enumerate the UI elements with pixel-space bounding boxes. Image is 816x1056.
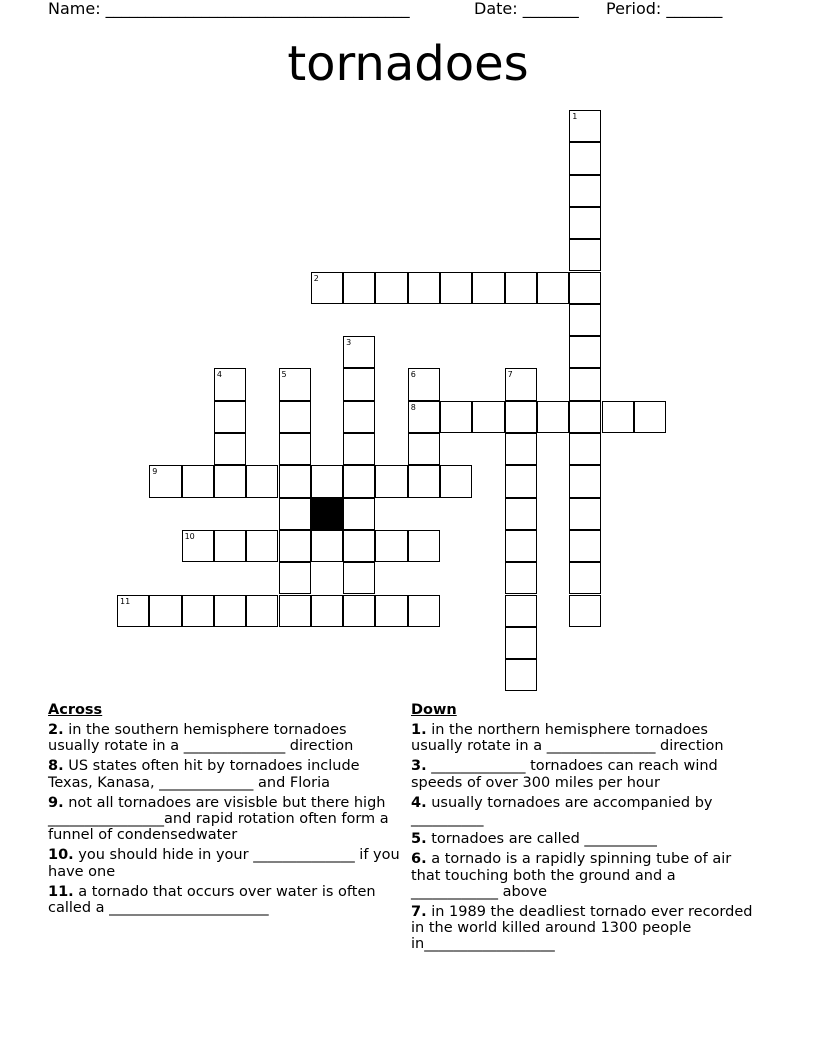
crossword-cell[interactable] (214, 595, 246, 627)
crossword-cell[interactable] (569, 336, 601, 368)
crossword-cell[interactable] (634, 401, 666, 433)
clue-down-5 (411, 831, 763, 847)
name-field[interactable]: Name: ______________________________________ (48, 0, 410, 18)
cell-number: 3 (346, 338, 352, 348)
crossword-cell[interactable] (279, 465, 311, 497)
crossword-cell[interactable] (343, 336, 375, 368)
clue-down-6 (411, 851, 763, 900)
across-clues (48, 702, 400, 920)
crossword-cell[interactable] (569, 175, 601, 207)
crossword-cell[interactable] (279, 595, 311, 627)
clue-text: _____________ tornadoes can reach wind speeds of over 300 miles per hour (411, 758, 718, 791)
cell-number: 4 (216, 370, 222, 380)
crossword-cell[interactable] (279, 401, 311, 433)
crossword-cell[interactable] (505, 530, 537, 562)
crossword-cell[interactable] (214, 465, 246, 497)
crossword-cell[interactable] (537, 272, 569, 304)
down-clues (411, 702, 763, 957)
clue-text: in 1989 the deadliest tornado ever recorded in the world killed around 1300 people in__________________ (411, 904, 753, 953)
cell-number: 10 (184, 531, 195, 541)
crossword-cell[interactable] (343, 498, 375, 530)
clue-text: in the northern hemisphere tornadoes usually rotate in a _______________ direction (411, 722, 724, 755)
clue-down-4 (411, 795, 763, 827)
clue-number: 11. (48, 883, 74, 900)
crossword-cell[interactable] (602, 401, 634, 433)
crossword-cell[interactable] (408, 368, 440, 400)
clue-text: a tornado that occurs over water is often called a ______________________ (48, 883, 376, 917)
black-square (311, 498, 343, 530)
clue-text: a tornado is a rapidly spinning tube of air that touching both the ground and a ____________ above (411, 851, 732, 900)
crossword-cell[interactable] (505, 465, 537, 497)
date-field[interactable]: Date: _______ (474, 0, 579, 18)
clue-text: usually tornadoes are accompanied by __________ (411, 794, 713, 828)
cell-number: 7 (507, 370, 513, 380)
cell-number: 9 (152, 467, 158, 477)
clue-across-10 (48, 847, 400, 879)
crossword-cell[interactable] (279, 530, 311, 562)
clue-number: 5. (411, 831, 427, 848)
across-heading: Across (48, 702, 103, 718)
cell-number: 6 (410, 370, 416, 380)
crossword-cell[interactable] (149, 595, 181, 627)
crossword-cell[interactable] (343, 368, 375, 400)
clue-across-2 (48, 722, 400, 754)
cell-number: 8 (410, 402, 416, 412)
crossword-cell[interactable] (440, 401, 472, 433)
crossword-cell[interactable] (214, 530, 246, 562)
clue-text: tornadoes are called __________ (431, 831, 657, 848)
clue-number: 10. (48, 847, 74, 864)
crossword-cell[interactable] (214, 368, 246, 400)
period-field[interactable]: Period: _______ (606, 0, 723, 18)
crossword-cell[interactable] (311, 465, 343, 497)
crossword-cell[interactable] (569, 207, 601, 239)
crossword-cell[interactable] (569, 142, 601, 174)
crossword-cell[interactable] (343, 433, 375, 465)
crossword-cell[interactable] (440, 465, 472, 497)
crossword-cell[interactable] (214, 401, 246, 433)
crossword-cell[interactable] (149, 465, 181, 497)
clue-down-1 (411, 722, 763, 754)
crossword-cell[interactable] (569, 433, 601, 465)
crossword-cell[interactable] (343, 272, 375, 304)
crossword-cell[interactable] (279, 368, 311, 400)
crossword-cell[interactable] (375, 530, 407, 562)
crossword-cell[interactable] (311, 595, 343, 627)
crossword-cell[interactable] (505, 595, 537, 627)
crossword-cell[interactable] (505, 659, 537, 691)
crossword-cell[interactable] (311, 530, 343, 562)
crossword-cell[interactable] (246, 465, 278, 497)
crossword-cell[interactable] (569, 595, 601, 627)
clue-number: 7. (411, 904, 427, 921)
clue-text: in the southern hemisphere tornadoes usually rotate in a ______________ direction (48, 722, 354, 755)
clue-number: 1. (411, 722, 427, 738)
crossword-cell[interactable] (569, 110, 601, 142)
crossword-cell[interactable] (569, 368, 601, 400)
crossword-cell[interactable] (343, 465, 375, 497)
cell-number: 1 (572, 112, 578, 121)
clue-number: 9. (48, 794, 64, 811)
clue-across-8 (48, 758, 400, 790)
crossword-cell[interactable] (505, 627, 537, 659)
crossword-cell[interactable] (408, 433, 440, 465)
crossword-cell[interactable] (279, 498, 311, 530)
clue-down-3 (411, 758, 763, 790)
crossword-cell[interactable] (505, 498, 537, 530)
crossword-cell[interactable] (569, 239, 601, 271)
crossword-cell[interactable] (343, 401, 375, 433)
crossword-cell[interactable] (408, 530, 440, 562)
cell-number: 5 (281, 370, 287, 380)
down-heading: Down (411, 702, 457, 718)
crossword-cell[interactable] (537, 401, 569, 433)
clue-number: 6. (411, 851, 427, 868)
crossword-cell[interactable] (505, 401, 537, 433)
crossword-cell[interactable] (569, 304, 601, 336)
crossword-cell[interactable] (569, 272, 601, 304)
crossword-cell[interactable] (214, 433, 246, 465)
crossword-cell[interactable] (569, 401, 601, 433)
clue-number: 4. (411, 794, 427, 811)
crossword-cell[interactable] (569, 530, 601, 562)
cell-number: 2 (313, 273, 319, 283)
clue-number: 2. (48, 722, 64, 738)
clue-down-7 (411, 904, 763, 953)
crossword-cell[interactable] (311, 272, 343, 304)
crossword-cell[interactable] (505, 272, 537, 304)
clue-across-11 (48, 884, 400, 916)
crossword-cell[interactable] (246, 530, 278, 562)
crossword-cell[interactable] (375, 465, 407, 497)
crossword-cell[interactable] (505, 562, 537, 594)
page-title: tornadoes (287, 36, 529, 92)
crossword-cell[interactable] (343, 562, 375, 594)
cell-number: 11 (120, 596, 131, 606)
crossword-cell[interactable] (246, 595, 278, 627)
crossword-cell[interactable] (279, 562, 311, 594)
crossword-cell[interactable] (408, 595, 440, 627)
crossword-cell[interactable] (182, 595, 214, 627)
crossword-cell[interactable] (440, 272, 472, 304)
crossword-cell[interactable] (375, 595, 407, 627)
crossword-cell[interactable] (182, 465, 214, 497)
crossword-cell[interactable] (408, 465, 440, 497)
clue-text: you should hide in your ______________ if you have one (48, 847, 400, 880)
clue-text: not all tornadoes are visisble but there high ________________and rapid rotation often form a funnel of condensedwater (48, 794, 389, 844)
clue-text: US states often hit by tornadoes include Texas, Kanasa, _____________ and Floria (48, 758, 360, 791)
crossword-cell[interactable] (569, 465, 601, 497)
crossword-cell[interactable] (505, 433, 537, 465)
crossword-cell[interactable] (343, 595, 375, 627)
crossword-cell[interactable] (182, 530, 214, 562)
crossword-cell[interactable] (472, 401, 504, 433)
crossword-cell[interactable] (408, 272, 440, 304)
crossword-cell[interactable] (117, 595, 149, 627)
crossword-cell[interactable] (375, 272, 407, 304)
crossword-cell[interactable] (408, 401, 440, 433)
crossword-cell[interactable] (343, 530, 375, 562)
crossword-cell[interactable] (472, 272, 504, 304)
crossword-cell[interactable] (569, 562, 601, 594)
crossword-cell[interactable] (569, 498, 601, 530)
clue-across-9 (48, 795, 400, 844)
clue-number: 3. (411, 758, 427, 775)
crossword-cell[interactable] (279, 433, 311, 465)
clue-number: 8. (48, 758, 64, 775)
crossword-cell[interactable] (505, 368, 537, 400)
